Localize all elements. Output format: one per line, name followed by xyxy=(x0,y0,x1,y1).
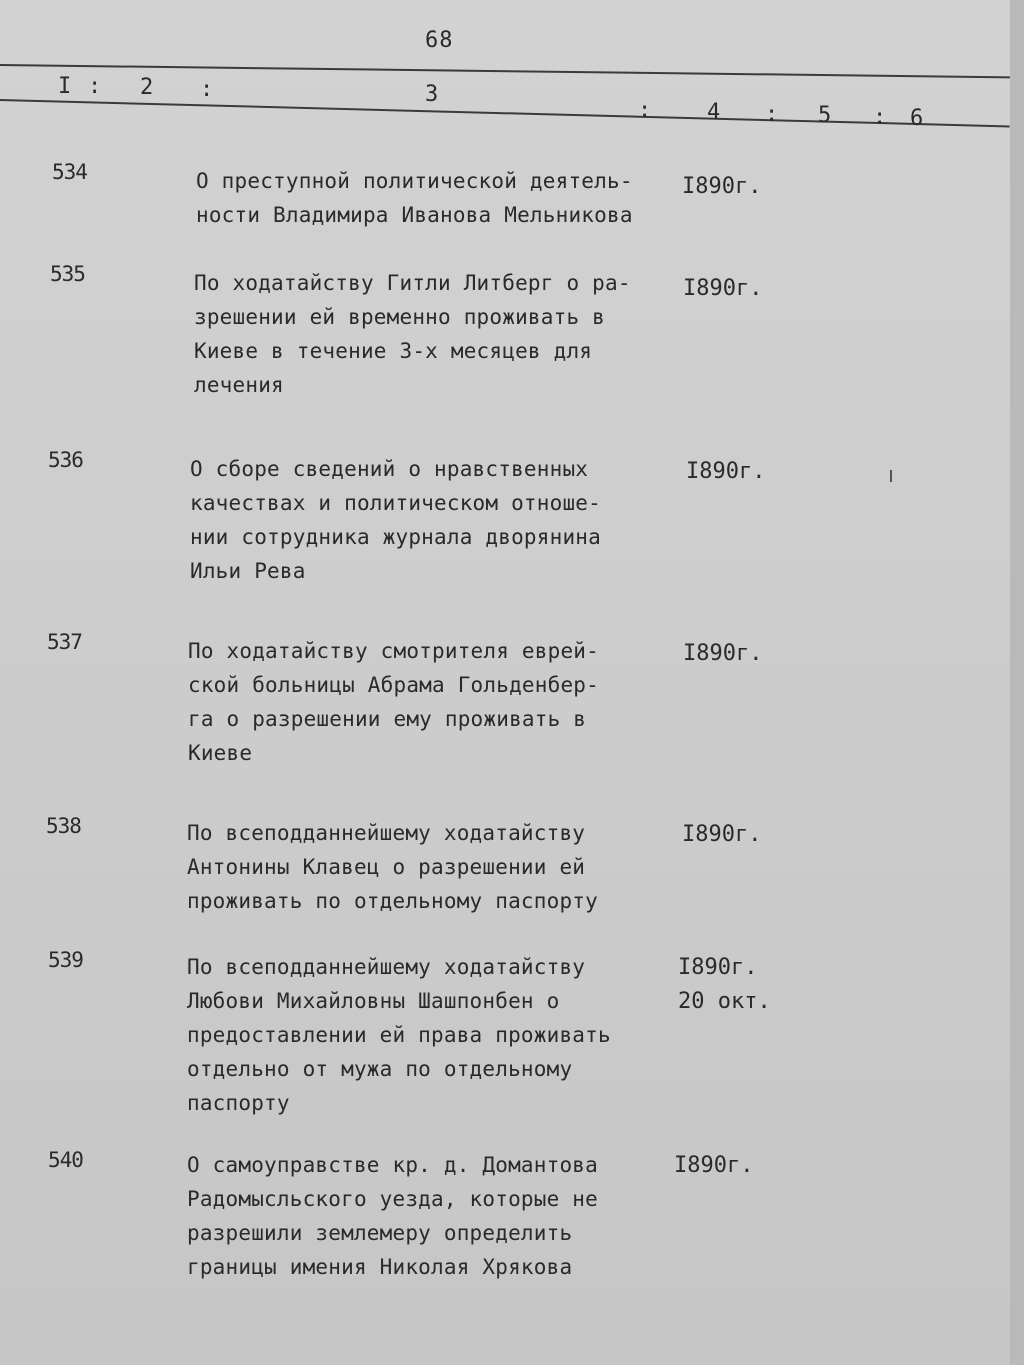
entry-title-line: предоставлении ей права проживать xyxy=(187,1023,611,1047)
entry-date-line: I890г. xyxy=(686,459,766,484)
entry-title-line: паспорту xyxy=(187,1091,290,1115)
column-header-1: I xyxy=(58,74,72,99)
entry-date-line: I890г. xyxy=(683,641,763,666)
entry-title-line: зрешении ей временно проживать в xyxy=(194,305,605,329)
entry-title-line: По всеподданнейшему ходатайству xyxy=(187,821,586,845)
header-rule-bottom xyxy=(0,99,1010,127)
entry-title-line: границы имения Николая Хрякова xyxy=(187,1255,573,1279)
entry-title-line: Радомысльского уезда, которые не xyxy=(187,1187,598,1211)
entry-date xyxy=(678,951,771,1019)
entry-title-line: ности Владимира Иванова Мельникова xyxy=(196,203,633,227)
column-header-separator: : xyxy=(765,102,779,127)
entry-title-line: По всеподданнейшему ходатайству xyxy=(187,955,586,979)
entry-title-line: По ходатайству Гитли Литберг о ра- xyxy=(194,271,631,295)
entry-title-line: проживать по отдельному паспорту xyxy=(187,889,598,913)
column-header-3: 3 xyxy=(425,82,439,107)
entry-title-line: лечения xyxy=(194,373,284,397)
column-header-5: 5 xyxy=(818,103,832,128)
entry-number: 538 xyxy=(46,814,81,838)
column-header-separator: : xyxy=(873,105,887,130)
entry-number: 536 xyxy=(48,448,83,472)
entry-title xyxy=(187,1148,657,1284)
entry-title xyxy=(187,816,657,918)
entry-title xyxy=(187,950,657,1120)
column-header-2: 2 xyxy=(140,75,154,100)
entry-title-line: О сборе сведений о нравственных xyxy=(190,457,589,481)
entry-title-line: качествах и политическом отноше- xyxy=(190,491,601,515)
entry-date-line: I890г. xyxy=(682,822,762,847)
entry-title-line: ской больницы Абрама Гольденбер- xyxy=(188,673,599,697)
entry-date xyxy=(682,170,761,204)
column-header-separator: : xyxy=(200,77,214,102)
entry-date-line: I890г. xyxy=(674,1153,754,1178)
entry-date-line: I890г. xyxy=(678,955,758,980)
entry-title xyxy=(194,266,664,402)
paper-speck xyxy=(890,470,892,482)
entry-title-line: нии сотрудника журнала дворянина xyxy=(190,525,601,549)
entry-number: 535 xyxy=(50,262,85,286)
entry-date xyxy=(674,1149,753,1183)
entry-title-line: Киеве xyxy=(188,741,253,765)
page-number: 68 xyxy=(425,28,454,53)
entry-title-line: отдельно от мужа по отдельному xyxy=(187,1057,573,1081)
entry-title-line: О самоуправстве кр. д. Домантова xyxy=(187,1153,598,1177)
entry-number: 537 xyxy=(47,630,82,654)
column-header-separator: : xyxy=(638,98,652,123)
entry-date xyxy=(682,818,761,852)
entry-title-line: разрешили землемеру определить xyxy=(187,1221,573,1245)
entry-number: 539 xyxy=(48,948,83,972)
entry-title-line: Киеве в течение 3-х месяцев для xyxy=(194,339,593,363)
column-header-separator: : xyxy=(88,74,102,99)
entry-title-line: Любови Михайловны Шашпонбен о xyxy=(187,989,560,1013)
entry-number: 534 xyxy=(52,160,87,184)
entry-date-line: 20 окт. xyxy=(678,989,771,1014)
entry-title xyxy=(188,634,658,770)
entry-title xyxy=(196,164,666,232)
entry-title-line: О преступной политической деятель- xyxy=(196,169,633,193)
page-edge xyxy=(1010,0,1024,1365)
entry-number: 540 xyxy=(48,1148,83,1172)
column-header-6: 6 xyxy=(910,106,924,131)
column-header-4: 4 xyxy=(707,100,721,125)
entry-date xyxy=(686,455,765,489)
entry-title-line: По ходатайству смотрителя еврей- xyxy=(188,639,599,663)
entry-date xyxy=(683,637,762,671)
entry-date-line: I890г. xyxy=(683,276,763,301)
entry-title-line: Антонины Клавец о разрешении ей xyxy=(187,855,586,879)
entry-title-line: Ильи Рева xyxy=(190,559,306,583)
entry-title-line: га о разрешении ему проживать в xyxy=(188,707,587,731)
entry-date xyxy=(683,272,762,306)
entry-title xyxy=(190,452,660,588)
entry-date-line: I890г. xyxy=(682,174,762,199)
